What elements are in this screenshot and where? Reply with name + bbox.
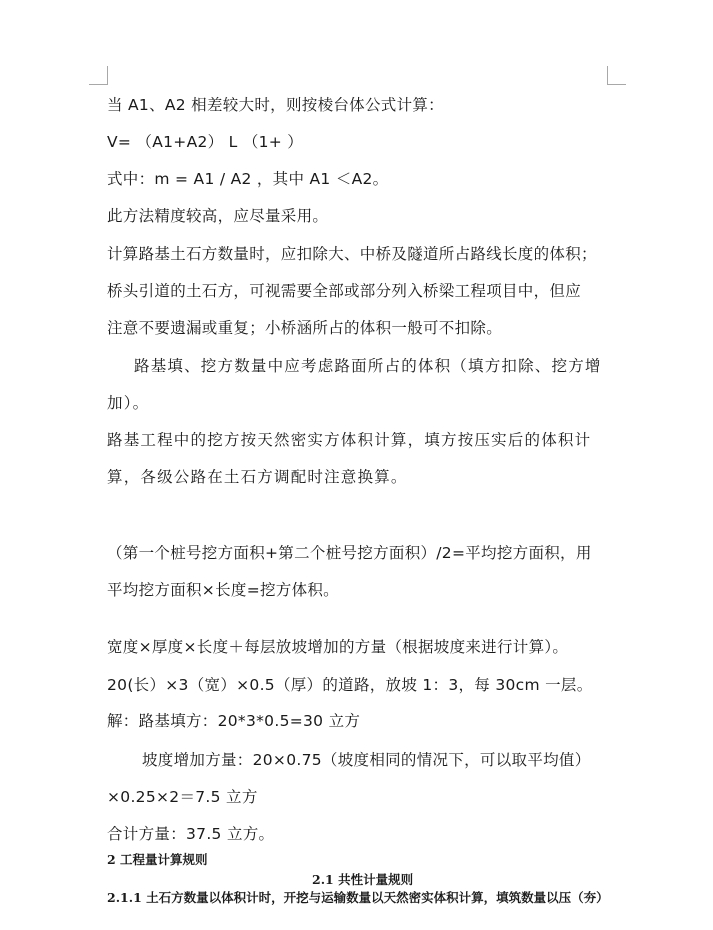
page-corner-mark-top-right [607, 66, 626, 85]
text-line: 桥头引道的土石方，可视需要全部或部分列入桥梁工程项目中，但应 [107, 282, 582, 300]
text-line: 当 A1、A2 相差较大时，则按棱台体公式计算： [107, 96, 444, 114]
text-line: 路基工程中的挖方按天然密实方体积计算，填方按压实后的体积计 [107, 431, 592, 449]
text-line: 合计方量：37.5 立方。 [107, 825, 275, 843]
formula-line: V= （A1+A2） L （1+ ） [107, 133, 304, 151]
subsection-heading: 2.1 共性计量规则 [312, 872, 414, 887]
text-line: （第一个桩号挖方面积+第二个桩号挖方面积）/2=平均挖方面积，用 [107, 544, 592, 562]
page-corner-mark-top-left [89, 66, 108, 85]
text-line: 算，各级公路在土石方调配时注意换算。 [107, 468, 408, 486]
text-line: 式中：m = A1 / A2 ，其中 A1 ＜A2。 [107, 170, 389, 188]
text-line: 加）。 [107, 394, 150, 412]
text-line: 此方法精度较高，应尽量采用。 [107, 207, 329, 225]
text-line: 坡度增加方量：20×0.75（坡度相同的情况下，可以取平均值） [142, 751, 591, 769]
text-line: 注意不要遗漏或重复；小桥涵所占的体积一般可不扣除。 [107, 319, 503, 337]
text-line: 20(长）×3（宽）×0.5（厚）的道路，放坡 1：3，每 30cm 一层。 [107, 676, 593, 694]
section-heading: 2 工程量计算规则 [107, 852, 208, 867]
clause-heading: 2.1.1 土石方数量以体积计时，开挖与运输数量以天然密实体积计算，填筑数量以压（夯） [107, 890, 609, 905]
text-line: 解：路基填方：20*3*0.5=30 立方 [107, 712, 361, 730]
text-line: 平均挖方面积×长度=挖方体积。 [107, 581, 339, 599]
text-line: ×0.25×2＝7.5 立方 [107, 788, 258, 806]
text-line: 宽度×厚度×长度＋每层放坡增加的方量（根据坡度来进行计算）。 [107, 638, 569, 656]
text-line: 路基填、挖方数量中应考虑路面所占的体积（填方扣除、挖方增 [134, 357, 602, 375]
text-line: 计算路基土石方数量时，应扣除大、中桥及隧道所占路线长度的体积； [107, 245, 597, 263]
